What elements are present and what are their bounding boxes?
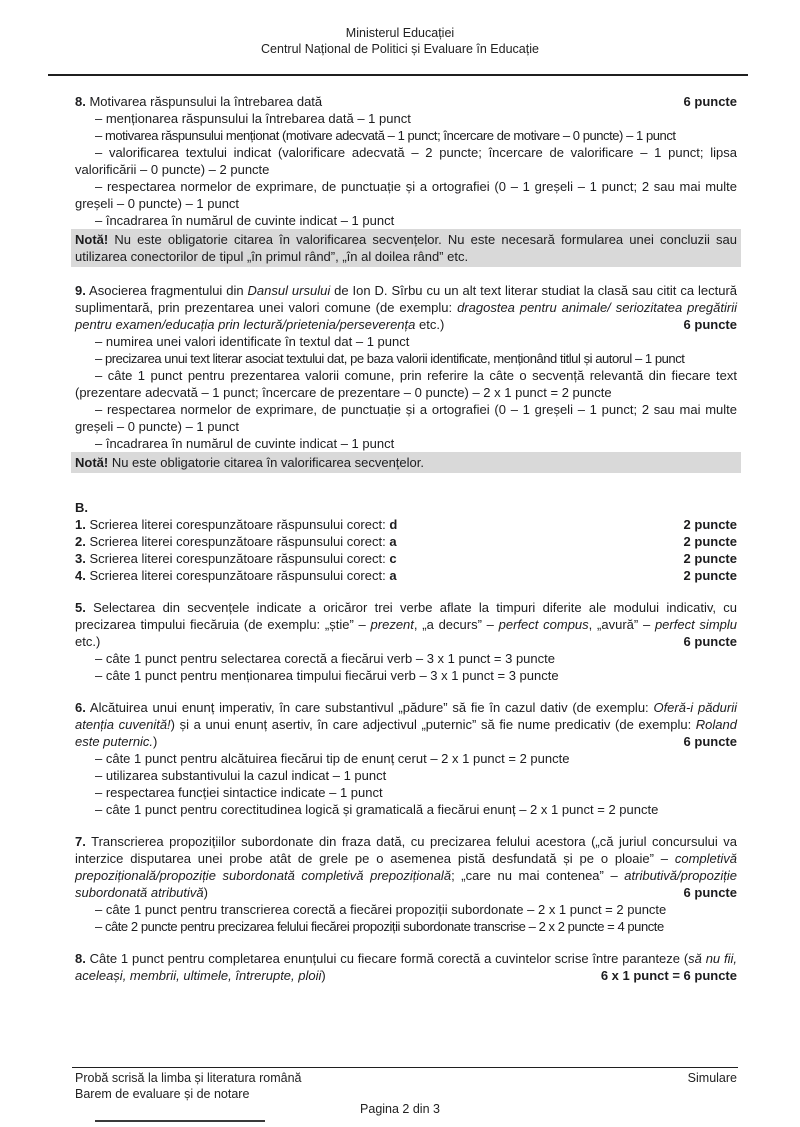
item-6-heading	[75, 699, 737, 750]
answer-row-2	[75, 533, 737, 550]
criterion-line	[75, 333, 737, 350]
bold-text: 8.	[75, 94, 86, 109]
text: – câte 1 punct pentru menționarea timpului fiecărui verb – 3 x 1 punct = 3 puncte	[95, 668, 559, 683]
italic-text: Oferă-i pădurii atenția cuvenită!	[75, 700, 737, 732]
text: – utilizarea substantivului la cazul indicat – 1 punct	[95, 768, 387, 783]
item-8b-heading	[75, 950, 737, 984]
italic-text: să nu fii, aceleași, membrii, ultimele, întrerupte, ploii	[75, 951, 737, 983]
text: – câte 2 puncte pentru precizarea felului fiecărei propoziții subordonate transcrise – 2 x 2 puncte = 4 puncte	[95, 919, 664, 934]
points-label: 2 puncte	[683, 534, 737, 549]
text: de Ion D. Sîrbu cu un alt text literar studiat la clasă sau citit ca lectură suplimentară, prin prezentarea unei valori comune (de exemplu:	[75, 283, 738, 315]
center-line: Centrul Național de Politici și Evaluare în Educație	[261, 42, 539, 56]
text: ; „care nu mai contenea” –	[451, 868, 625, 883]
document-body	[75, 78, 737, 984]
points-label: 6 puncte	[683, 94, 737, 109]
bold-text: 8.	[75, 951, 86, 966]
document-header	[0, 25, 800, 57]
text: , „a decurs” –	[413, 617, 499, 632]
criterion-line	[75, 750, 737, 767]
criterion-line	[75, 784, 737, 801]
criterion-line	[75, 127, 737, 144]
text: Asocierea fragmentului din	[85, 283, 248, 298]
text: – valorificarea textului indicat (valorificare adecvată – 2 puncte; încercare de valorificare – 1 punct; lipsa valorificării – 0 puncte) – 2 puncte	[75, 145, 737, 177]
italic-text: perfect compus	[498, 617, 589, 632]
text: Câte 1 punct pentru completarea enunțului cu fiecare formă corectă a cuvintelor scrise între paranteze (	[85, 951, 689, 966]
text: – câte 1 punct pentru transcrierea corectă a fiecărei propoziții subordonate – 2 x 1 punct = 2 puncte	[95, 902, 667, 917]
points-label: 6 puncte	[683, 734, 737, 749]
text: – respectarea normelor de exprimare, de punctuație și a ortografiei (0 – 1 greșeli – 1 punct; 2 sau mai multe greșeli – 0 puncte) – 1 punct	[75, 179, 737, 211]
document-footer	[75, 1071, 737, 1102]
text: )	[153, 734, 158, 749]
bold-text: a	[389, 534, 397, 549]
criterion-line	[75, 178, 737, 212]
text: Motivarea răspunsului la întrebarea dată	[85, 94, 323, 109]
text: Alcătuirea unui enunț imperativ, în care substantivul „pădure” să fie în cazul dativ (de exemplu:	[85, 700, 654, 715]
note-item-8a	[71, 229, 741, 267]
text: Scrierea literei corespunzătoare răspunsului corect:	[85, 517, 390, 532]
italic-text: prezent	[370, 617, 414, 632]
answer-row-1	[75, 516, 737, 533]
text: )	[203, 885, 208, 900]
criterion-line	[75, 401, 737, 435]
text: Nu este obligatorie citarea în valorificarea secvențelor. Nu este necesară formularea unei concluzii sau utilizarea conectorilor de tipul „în primul rând”, „în al doilea rând” etc.	[75, 232, 737, 264]
footer-exam-title: Probă scrisă la limba și literatura română	[75, 1071, 302, 1085]
footer-doc-type: Barem de evaluare și de notare	[75, 1086, 250, 1101]
bold-text: 6.	[75, 700, 86, 715]
criterion-line	[75, 350, 737, 367]
item-8a-heading	[75, 93, 737, 110]
item-9-heading	[75, 282, 737, 333]
text: – încadrarea în numărul de cuvinte indicat – 1 punct	[95, 213, 395, 228]
text: – respectarea funcției sintactice indicate – 1 punct	[95, 785, 383, 800]
header-rule	[48, 74, 748, 76]
criterion-line	[75, 801, 737, 818]
text: – câte 1 punct pentru prezentarea valorii comune, prin referire la câte o secvență relevantă din fiecare text (prezentare adecvată – 1 punct; încercare de prezentare – 0 puncte) – 2 x 1 punct = 2 puncte	[75, 368, 737, 400]
bold-text: 2.	[75, 534, 86, 549]
note-item-9	[71, 452, 741, 473]
bold-text: c	[389, 551, 397, 566]
italic-text: atributivă/propoziție subordonată atributivă	[75, 868, 738, 900]
bold-text: Notă!	[75, 455, 109, 470]
footer-rule	[72, 1067, 738, 1068]
section-b-label	[75, 499, 737, 516]
text: Scrierea literei corespunzătoare răspunsului corect:	[85, 551, 390, 566]
points-label: 6 puncte	[683, 634, 737, 649]
bold-text: 3.	[75, 551, 86, 566]
italic-text: Roland este puternic.	[75, 717, 737, 749]
text: Nu este obligatorie citarea în valorificarea secvențelor.	[108, 455, 424, 470]
criterion-line	[75, 367, 737, 401]
bold-text: 4.	[75, 568, 86, 583]
points-label: 2 puncte	[683, 517, 737, 532]
next-page-edge-line	[95, 1120, 265, 1122]
text: – câte 1 punct pentru alcătuirea fiecărui tip de enunț cerut – 2 x 1 punct = 2 puncte	[95, 751, 570, 766]
text: – câte 1 punct pentru corectitudinea logică și gramaticală a fiecărui enunț – 2 x 1 punct = 2 puncte	[95, 802, 659, 817]
bold-text: 7.	[75, 834, 86, 849]
text: – numirea unei valori identificate în textul dat – 1 punct	[95, 334, 410, 349]
bold-text: B.	[75, 500, 88, 515]
criterion-line	[75, 918, 737, 935]
text: Selectarea din secvențele indicate a oricăror trei verbe aflate la timpuri diferite ale modului indicativ, cu precizarea timpului fiecăruia (de exemplu: „știe” –	[75, 600, 737, 632]
answer-row-3	[75, 550, 737, 567]
bold-text: 1.	[75, 517, 86, 532]
points-label: 6 puncte	[683, 885, 737, 900]
text: – câte 1 punct pentru selectarea corectă a fiecărui verb – 3 x 1 punct = 3 puncte	[95, 651, 555, 666]
bold-text: a	[389, 568, 397, 583]
bold-text: 9.	[75, 283, 86, 298]
text: ) și a unui enunț asertiv, în care adjectivul „puternic” să fie nume predicativ (de exemplu:	[170, 717, 696, 732]
footer-session-label: Simulare	[687, 1071, 737, 1085]
italic-text: completivă prepozițională/propoziție subordonată completivă prepozițională	[75, 851, 737, 883]
text: Scrierea literei corespunzătoare răspunsului corect:	[85, 534, 390, 549]
points-label: 2 puncte	[683, 568, 737, 583]
text: – menționarea răspunsului la întrebarea dată – 1 punct	[95, 111, 411, 126]
points-label: 6 x 1 punct = 6 puncte	[600, 968, 737, 983]
text: – respectarea normelor de exprimare, de punctuație și a ortografiei (0 – 1 greșeli – 1 punct; 2 sau mai multe greșeli – 0 puncte) – 1 punct	[75, 402, 737, 434]
criterion-line	[75, 650, 737, 667]
item-5-heading	[75, 599, 737, 650]
text: – încadrarea în numărul de cuvinte indicat – 1 punct	[95, 436, 395, 451]
italic-text: perfect simplu	[654, 617, 737, 632]
answer-row-4	[75, 567, 737, 584]
item-7-heading	[75, 833, 737, 901]
italic-text: Dansul ursului	[247, 283, 331, 298]
text: , „avură” –	[588, 617, 655, 632]
page-number: Pagina 2 din 3	[360, 1102, 440, 1116]
text: Transcrierea propozițiilor subordonate din fraza dată, cu precizarea felului acestora („că juriul concursului va interzice disputarea unei probe atât de grele pe o asemenea pistă desfundată și pe o ploaie” –	[75, 834, 737, 866]
text: )	[321, 968, 326, 983]
criterion-line	[75, 901, 737, 918]
bold-text: d	[389, 517, 398, 532]
text: – precizarea unui text literar asociat textului dat, pe baza valorii identificate, menționând titlul și autorul – 1 punct	[95, 351, 685, 366]
criterion-line	[75, 110, 737, 127]
criterion-line	[75, 144, 737, 178]
text: Scrierea literei corespunzătoare răspunsului corect:	[85, 568, 390, 583]
ministry-line: Ministerul Educației	[345, 26, 455, 40]
text: – motivarea răspunsului menționat (motivare adecvată – 1 punct; încercare de motivare – 0 puncte) – 1 punct	[95, 128, 676, 143]
points-label: 2 puncte	[683, 551, 737, 566]
criterion-line	[75, 667, 737, 684]
criterion-line	[75, 767, 737, 784]
criterion-line	[75, 435, 737, 452]
points-label: 6 puncte	[683, 317, 737, 332]
italic-text: dragostea pentru animale/ seriozitatea pregătirii pentru examen/educația prin lectură/prietenia/perseverența	[75, 300, 738, 332]
criterion-line	[75, 212, 737, 229]
bold-text: Notă!	[75, 232, 109, 247]
text: etc.)	[415, 317, 445, 332]
text: etc.)	[75, 634, 101, 649]
bold-text: 5.	[75, 600, 86, 615]
